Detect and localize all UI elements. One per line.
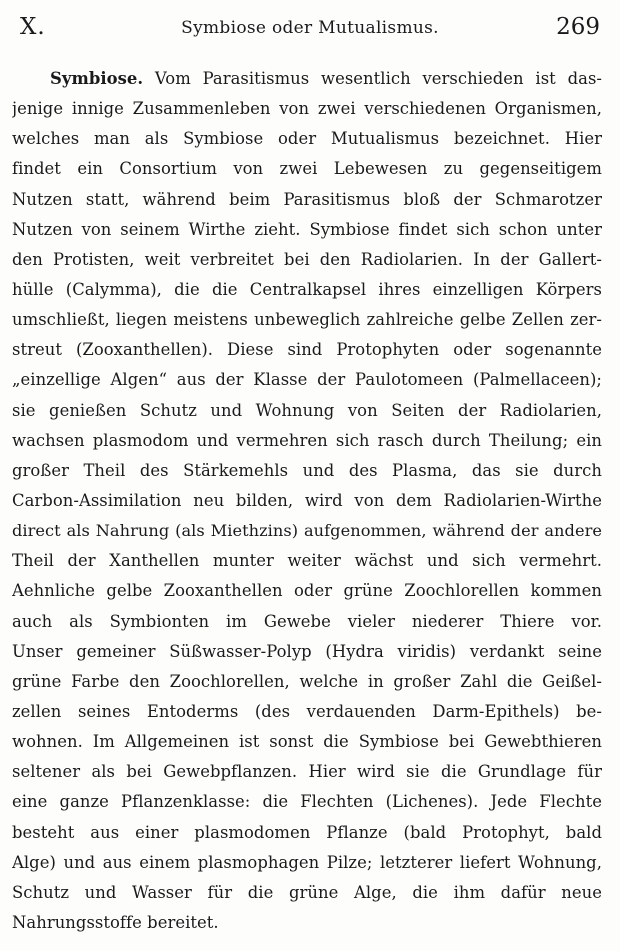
text-line: „einzellige Algen“ aus der Klasse der Paulotomeen (Palmellaceen); xyxy=(12,370,602,390)
text-line: direct als Nahrung (als Miethzins) aufgenommen, während der andere xyxy=(12,521,602,541)
running-title: Symbiose oder Mutualismus. xyxy=(181,18,439,38)
text-line: Theil der Xanthellen munter weiter wächst und sich vermehrt. xyxy=(12,551,602,571)
page-number: 269 xyxy=(556,14,600,40)
page-header xyxy=(18,14,602,50)
text-line: eine ganze Pflanzenklasse: die Flechten (Lichenes). Jede Flechte xyxy=(12,792,602,812)
text-line: streut (Zooxanthellen). Diese sind Protophyten oder sogenannte xyxy=(12,340,602,360)
text-line: Nutzen statt, während beim Parasitismus bloß der Schmarotzer xyxy=(12,189,602,209)
text-line: grüne Farbe den Zoochlorellen, welche in großer Zahl die Geißel- xyxy=(12,671,602,691)
text-line: hülle (Calymma), die die Centralkapsel ihres einzelligen Körpers xyxy=(12,279,602,299)
text-line: welches man als Symbiose oder Mutualismus bezeichnet. Hier xyxy=(12,129,602,149)
text-line: großer Theil des Stärkemehls und des Plasma, das sie durch xyxy=(12,460,602,480)
text-line-content: Vom Parasitismus wesentlich verschieden ist das- xyxy=(143,69,602,88)
text-line: Nahrungsstoffe bereitet. xyxy=(12,912,219,932)
text-line: wachsen plasmodom und vermehren sich rasch durch Theilung; ein xyxy=(12,430,602,450)
text-line: Alge) und aus einem plasmophagen Pilze; letzterer liefert Wohnung, xyxy=(12,852,602,872)
text-line: findet ein Consortium von zwei Lebewesen zu gegenseitigem xyxy=(12,159,602,179)
text-line: umschließt, liegen meistens unbeweglich zahlreiche gelbe Zellen zer- xyxy=(12,310,602,330)
text-line: sie genießen Schutz und Wohnung von Seiten der Radiolarien, xyxy=(12,400,602,420)
text-line: jenige innige Zusammenleben von zwei verschiedenen Organismen, xyxy=(12,99,602,119)
text-line: zellen seines Entoderms (des verdauenden Darm-Epithels) be- xyxy=(12,701,602,721)
chapter-number: X. xyxy=(20,14,46,40)
text-line: Schutz und Wasser für die grüne Alge, die ihm dafür neue xyxy=(12,882,602,902)
text-line: seltener als bei Gewebpflanzen. Hier wird sie die Grundlage für xyxy=(12,762,602,782)
text-line: auch als Symbionten im Gewebe vieler niederer Thiere vor. xyxy=(12,611,602,631)
text-line: besteht aus einer plasmodomen Pflanze (bald Protophyt, bald xyxy=(12,822,602,842)
text-line: den Protisten, weit verbreitet bei den Radiolarien. In der Gallert- xyxy=(12,249,602,269)
text-line: Nutzen von seinem Wirthe zieht. Symbiose findet sich schon unter xyxy=(12,219,602,239)
text-line xyxy=(12,64,602,94)
text-line: Unser gemeiner Süßwasser-Polyp (Hydra viridis) verdankt seine xyxy=(12,641,602,661)
text-line: Carbon-Assimilation neu bilden, wird von dem Radiolarien-Wirthe xyxy=(12,490,602,510)
body-paragraph xyxy=(12,64,602,938)
text-line: Aehnliche gelbe Zooxanthellen oder grüne Zoochlorellen kommen xyxy=(12,581,602,601)
text-line: wohnen. Im Allgemeinen ist sonst die Symbiose bei Gewebthieren xyxy=(12,732,602,752)
paragraph-keyword: Symbiose. xyxy=(50,69,144,88)
